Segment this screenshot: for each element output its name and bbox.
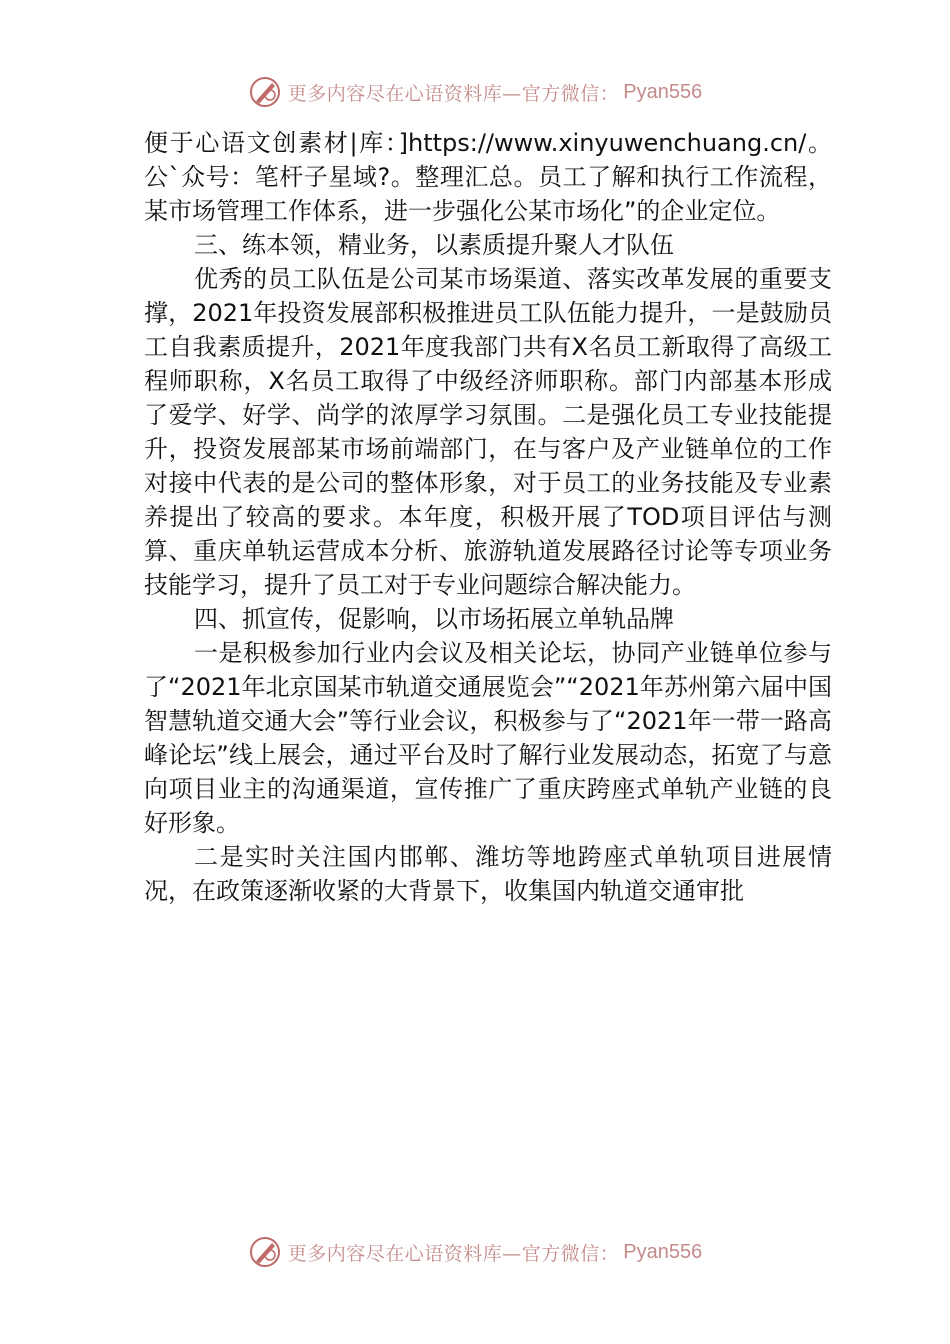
watermark-handle: Pyan556 [623, 1240, 703, 1263]
pen-logo-icon [248, 75, 282, 109]
watermark-text: 更多内容尽在心语资料库—官方微信： [287, 82, 620, 105]
paragraph: 一是积极参加行业内会议及相关论坛，协同产业链单位参与了“2021年北京国某市轨道交通展览会”“2021年苏州第六届中国智慧轨道交通大会”等行业会议，积极参与了“2021年一带一路高峰论坛”线上展会，通过平台及时了解行业发展动态，拓宽了与意向项目业主的沟通渠道，宣传推广了重庆跨座式单轨产业链的良好形象。 [144, 639, 832, 837]
document-body [144, 126, 832, 908]
watermark-header [0, 72, 950, 112]
watermark-footer [0, 1232, 950, 1272]
section-heading: 四、抓宣传，促影响，以市场拓展立单轨品牌 [194, 605, 674, 633]
pen-logo-icon [248, 1235, 282, 1269]
paragraph: 优秀的员工队伍是公司某市场渠道、落实改革发展的重要支撑，2021年投资发展部积极推进员工队伍能力提升，一是鼓励员工自我素质提升，2021年度我部门共有X名员工新取得了高级工程师职称，X名员工取得了中级经济师职称。部门内部基本形成了爱学、好学、尚学的浓厚学习氛围。二是强化员工专业技能提升，投资发展部某市场前端部门，在与客户及产业链单位的工作对接中代表的是公司的整体形象，对于员工的业务技能及专业素养提出了较高的要求。本年度，积极开展了TOD项目评估与测算、重庆单轨运营成本分析、旅游轨道发展路径讨论等专项业务技能学习，提升了员工对于专业问题综合解决能力。 [144, 265, 832, 599]
watermark-text: 更多内容尽在心语资料库—官方微信： [287, 1242, 620, 1265]
paragraph: 二是实时关注国内邯郸、潍坊等地跨座式单轨项目进展情况，在政策逐渐收紧的大背景下，收集国内轨道交通审批 [144, 843, 832, 905]
paragraph: 便于心语文创素材|库：]https://www.xinyuwenchuang.cn/。公`众号：笔杆子星域?。整理汇总。员工了解和执行工作流程，某市场管理工作体系，进一步强化公某市场化”的企业定位。 [144, 129, 832, 225]
section-heading: 三、练本领，精业务，以素质提升聚人才队伍 [194, 231, 674, 259]
watermark-handle: Pyan556 [623, 80, 703, 103]
